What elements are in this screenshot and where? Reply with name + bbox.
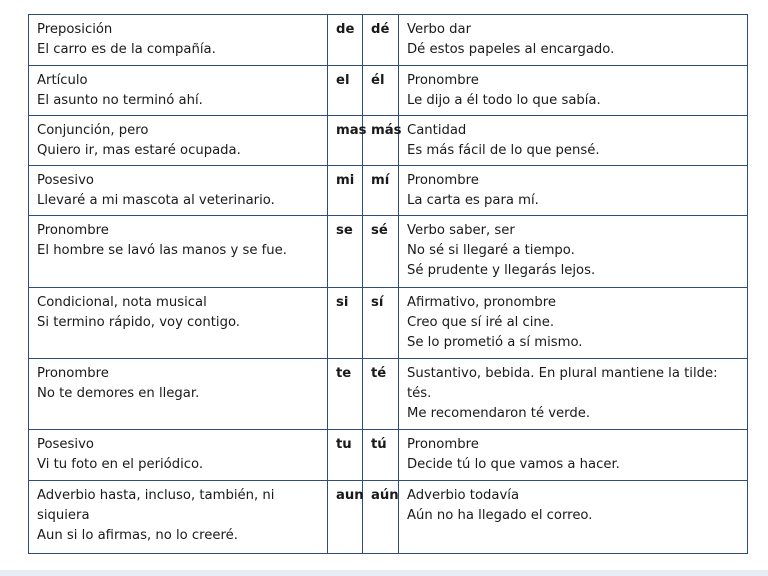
table-row	[29, 116, 748, 166]
unaccented-word: el	[328, 66, 363, 116]
table-row	[29, 166, 748, 216]
accented-word: él	[363, 66, 399, 116]
accented-category: Afirmativo, pronombre	[407, 295, 556, 310]
accented-usage-cell	[399, 430, 748, 481]
accented-usage-cell	[399, 359, 748, 430]
usage-example: El asunto no terminó ahí.	[37, 93, 203, 108]
accented-word: té	[363, 359, 399, 430]
accented-category: Adverbio todavía	[407, 488, 520, 503]
usage-example: Si termino rápido, voy contigo.	[37, 315, 240, 330]
usage-category: Pronombre	[37, 223, 109, 238]
accented-usage-cell	[399, 15, 748, 66]
accented-example: Dé estos papeles al encargado.	[407, 42, 615, 57]
accented-category: Cantidad	[407, 123, 467, 138]
usage-category: Conjunción, pero	[37, 123, 149, 138]
table-row	[29, 359, 748, 430]
accented-word: sé	[363, 216, 399, 288]
unaccented-word: aun	[328, 481, 363, 554]
usage-example: El carro es de la compañía.	[37, 42, 216, 57]
usage-cell	[29, 116, 328, 166]
usage-cell	[29, 430, 328, 481]
usage-cell	[29, 481, 328, 554]
accented-usage-cell	[399, 288, 748, 359]
unaccented-word: se	[328, 216, 363, 288]
usage-category: Artículo	[37, 73, 88, 88]
unaccented-word: de	[328, 15, 363, 66]
accented-category: Verbo dar	[407, 22, 472, 37]
accented-example: La carta es para mí.	[407, 193, 539, 208]
accented-usage-cell	[399, 66, 748, 116]
unaccented-word: mi	[328, 166, 363, 216]
usage-cell	[29, 166, 328, 216]
accented-word: aún	[363, 481, 399, 554]
usage-example: No te demores en llegar.	[37, 386, 200, 401]
accented-example: No sé si llegaré a tiempo.	[407, 243, 575, 258]
usage-cell	[29, 216, 328, 288]
diacritic-accent-table	[28, 14, 748, 554]
accented-category: Pronombre	[407, 73, 479, 88]
accented-word: mí	[363, 166, 399, 216]
table-row	[29, 288, 748, 359]
accented-category: Pronombre	[407, 173, 479, 188]
usage-example: Vi tu foto en el periódico.	[37, 457, 204, 472]
usage-category: Posesivo	[37, 173, 94, 188]
usage-category: Condicional, nota musical	[37, 295, 207, 310]
accented-example: Aún no ha llegado el correo.	[407, 508, 593, 523]
usage-category: Pronombre	[37, 366, 109, 381]
accented-word: tú	[363, 430, 399, 481]
table-body	[29, 15, 748, 554]
usage-example: El hombre se lavó las manos y se fue.	[37, 243, 287, 258]
usage-example: Quiero ir, mas estaré ocupada.	[37, 143, 241, 158]
table-row	[29, 216, 748, 288]
table-row	[29, 15, 748, 66]
accented-example: Decide tú lo que vamos a hacer.	[407, 457, 620, 472]
usage-cell	[29, 288, 328, 359]
table-row	[29, 481, 748, 554]
table-row	[29, 430, 748, 481]
usage-cell	[29, 359, 328, 430]
accented-example: Es más fácil de lo que pensé.	[407, 143, 600, 158]
footer-band	[0, 570, 768, 576]
accented-example: Se lo prometió a sí mismo.	[407, 335, 583, 350]
accented-category: Verbo saber, ser	[407, 223, 515, 238]
accented-example: Le dijo a él todo lo que sabía.	[407, 93, 601, 108]
accented-usage-cell	[399, 216, 748, 288]
accented-category: Sustantivo, bebida. En plural mantiene la tilde: tés.	[407, 366, 718, 401]
accented-example: Creo que sí iré al cine.	[407, 315, 555, 330]
usage-example: Llevaré a mi mascota al veterinario.	[37, 193, 275, 208]
unaccented-word: tu	[328, 430, 363, 481]
accented-word: dé	[363, 15, 399, 66]
unaccented-word: si	[328, 288, 363, 359]
usage-category: Posesivo	[37, 437, 94, 452]
usage-example: Aun si lo afirmas, no lo creeré.	[37, 528, 238, 543]
accented-example: Sé prudente y llegarás lejos.	[407, 263, 596, 278]
accented-usage-cell	[399, 481, 748, 554]
accented-word: más	[363, 116, 399, 166]
accented-example: Me recomendaron té verde.	[407, 406, 591, 421]
accented-usage-cell	[399, 116, 748, 166]
unaccented-word: te	[328, 359, 363, 430]
usage-cell	[29, 66, 328, 116]
unaccented-word: mas	[328, 116, 363, 166]
usage-cell	[29, 15, 328, 66]
usage-category: Preposición	[37, 22, 113, 37]
table-row	[29, 66, 748, 116]
accented-word: sí	[363, 288, 399, 359]
accented-category: Pronombre	[407, 437, 479, 452]
accented-usage-cell	[399, 166, 748, 216]
usage-category: Adverbio hasta, incluso, también, ni siquiera	[37, 488, 275, 523]
